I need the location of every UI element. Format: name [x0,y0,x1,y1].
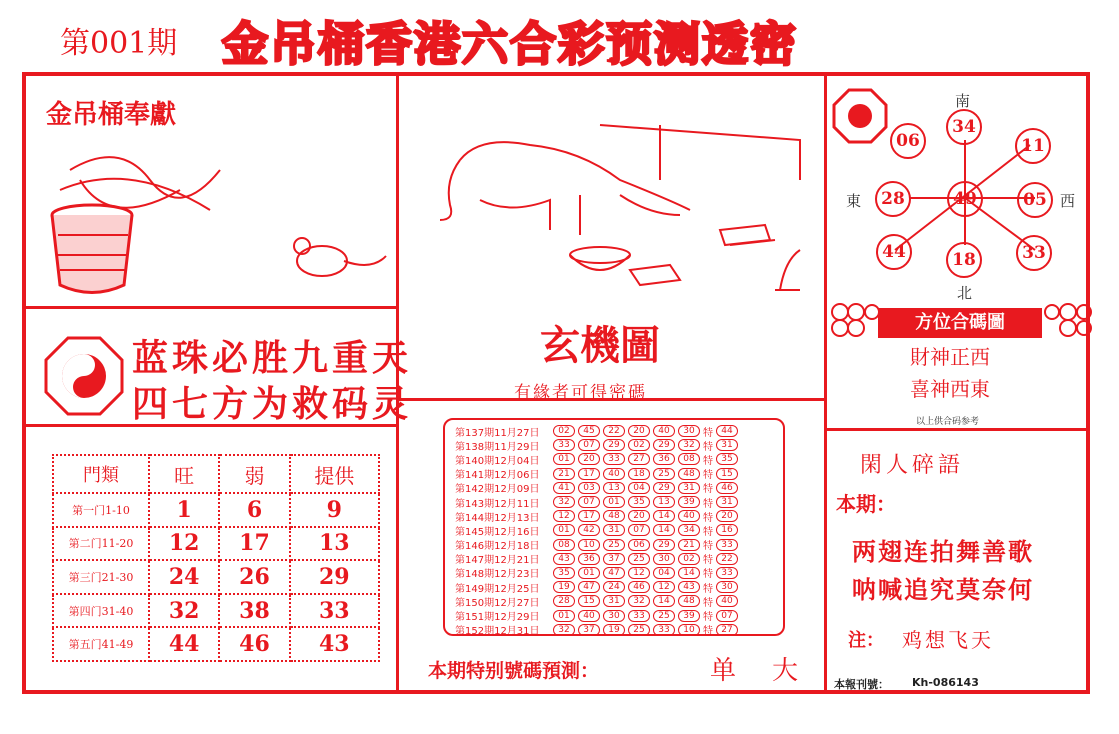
history-ball: 39 [678,496,700,508]
table-header-wang: 旺 [149,455,219,493]
door-label: 第五门41-49 [53,627,149,661]
table-row [53,527,379,561]
history-date-label: 第137期11月27日 [455,427,540,439]
compass-number: 11 [1015,128,1051,164]
history-ball: 20 [578,453,600,465]
history-special-ball: 22 [716,553,738,565]
registration-number: Kh-086143 [912,676,979,689]
history-ball: 31 [603,524,625,536]
history-special-ball: 07 [716,610,738,622]
history-ball: 02 [628,439,650,451]
wang-value: 24 [149,560,219,594]
history-row [455,623,777,637]
history-special-ball: 33 [716,567,738,579]
direction-south: 南 [955,92,971,110]
history-ball: 17 [578,468,600,480]
note-label: 注： [848,630,884,651]
history-ball: 21 [678,539,700,551]
history-special-ball: 31 [716,496,738,508]
history-ball: 22 [603,425,625,437]
history-ball: 34 [678,524,700,536]
history-date-label: 第146期12月18日 [455,541,540,553]
history-date-label: 第140期12月04日 [455,455,540,467]
history-row [455,467,777,481]
prediction-value-2: 大 [772,656,799,686]
history-ball: 29 [653,482,675,494]
history-ball: 02 [553,425,575,437]
compass-number: 44 [876,234,912,270]
history-ball: 13 [653,496,675,508]
history-ball: 32 [553,624,575,636]
table-row [53,594,379,628]
history-ball: 33 [653,624,675,636]
history-ball: 14 [653,510,675,522]
history-date-label: 第150期12月27日 [455,597,540,609]
history-ball: 20 [628,425,650,437]
history-date-label: 第144期12月13日 [455,512,540,524]
history-ball: 25 [628,553,650,565]
history-date-label: 第138期11月29日 [455,441,540,453]
history-ball: 45 [578,425,600,437]
wang-value: 1 [149,493,219,527]
history-row [455,608,777,622]
history-date-label: 第142期12月09日 [455,484,540,496]
history-ball: 33 [628,610,650,622]
history-special-ball: 33 [716,539,738,551]
special-marker: 特 [703,541,713,553]
elephant-illustration [420,120,820,310]
history-ball: 21 [553,468,575,480]
history-date-label: 第152期12月31日 [455,626,540,638]
joy-god: 喜神西東 [910,377,990,401]
bucket-illustration [40,150,240,300]
history-ball: 32 [678,439,700,451]
history-ball: 27 [628,453,650,465]
history-ball: 07 [628,524,650,536]
history-ball: 47 [578,581,600,593]
rat-illustration [282,226,392,286]
history-special-ball: 46 [716,482,738,494]
door-label: 第二门11-20 [53,527,149,561]
tigong-value: 43 [290,627,379,661]
compass-title: 方位合碼圖 [878,308,1042,338]
prediction-value-1: 单 [710,656,737,686]
decor-circles-left [830,302,880,338]
history-ball: 25 [653,610,675,622]
history-ball: 46 [628,581,650,593]
direction-east: 東 [846,192,862,210]
history-ball: 01 [553,453,575,465]
history-ball: 25 [603,539,625,551]
history-ball: 29 [653,539,675,551]
poem-line-2: 四七方为救码灵 [132,383,413,425]
special-marker: 特 [703,555,713,567]
issue-number: 第001期 [60,26,178,61]
history-special-ball: 40 [716,595,738,607]
ruo-value: 6 [219,493,289,527]
history-ball: 17 [578,510,600,522]
history-ball: 02 [678,553,700,565]
history-ball: 08 [553,539,575,551]
history-ball: 25 [628,624,650,636]
history-special-ball: 27 [716,624,738,636]
dedication-label: 金吊桶奉獻 [46,100,177,130]
history-ball: 48 [678,595,700,607]
compass-number: 05 [1017,182,1053,218]
divider-left-1 [24,306,396,309]
table-row [53,627,379,661]
history-ball: 43 [678,581,700,593]
history-ball: 47 [603,567,625,579]
registration-label: 本報刊號： [834,678,889,691]
compass-number: 28 [875,181,911,217]
history-rows [455,424,777,637]
history-ball: 48 [678,468,700,480]
history-ball: 33 [603,453,625,465]
history-ball: 40 [678,510,700,522]
words-line-1: 两翅连拍舞善歌 [852,537,1034,566]
special-marker: 特 [703,484,713,496]
history-ball: 10 [578,539,600,551]
history-ball: 30 [678,425,700,437]
history-special-ball: 35 [716,453,738,465]
history-special-ball: 20 [716,510,738,522]
table-header-ruo: 弱 [219,455,289,493]
wang-value: 32 [149,594,219,628]
compass-note: 以上供合码参考 [916,417,980,427]
history-ball: 25 [653,468,675,480]
history-ball: 33 [553,439,575,451]
history-ball: 41 [553,482,575,494]
history-ball: 06 [628,539,650,551]
words-line-2: 呐喊追究莫奈何 [852,575,1034,604]
words-note: 鸡想飞天 [902,628,994,652]
table-row [53,493,379,527]
history-ball: 01 [578,567,600,579]
history-ball: 36 [653,453,675,465]
history-date-label: 第141期12月06日 [455,470,540,482]
special-marker: 特 [703,612,713,624]
history-ball: 37 [578,624,600,636]
history-ball: 08 [678,453,700,465]
ruo-value: 46 [219,627,289,661]
history-special-ball: 15 [716,468,738,480]
history-row [455,523,777,537]
ruo-value: 26 [219,560,289,594]
table-header-tigong: 提供 [290,455,379,493]
history-ball: 28 [553,595,575,607]
table-header-door: 門類 [53,455,149,493]
direction-north: 北 [957,284,973,302]
history-ball: 29 [603,439,625,451]
history-row [455,481,777,495]
history-ball: 15 [578,595,600,607]
wealth-god: 財神正西 [910,345,990,369]
mystery-title: 玄機圖 [540,322,660,369]
special-marker: 特 [703,569,713,581]
divider-right-1 [826,428,1090,431]
history-date-label: 第151期12月29日 [455,612,540,624]
history-date-label: 第147期12月21日 [455,555,540,567]
history-ball: 19 [553,581,575,593]
history-special-ball: 44 [716,425,738,437]
history-ball: 30 [653,553,675,565]
history-ball: 48 [603,510,625,522]
compass-number: 18 [946,242,982,278]
history-ball: 14 [653,524,675,536]
wang-value: 12 [149,527,219,561]
special-marker: 特 [703,626,713,638]
history-ball: 04 [653,567,675,579]
words-title: 閑人碎語 [860,453,965,478]
history-row [455,495,777,509]
door-label: 第四门31-40 [53,594,149,628]
history-ball: 01 [553,610,575,622]
history-ball: 07 [578,496,600,508]
history-ball: 31 [603,595,625,607]
history-ball: 01 [553,524,575,536]
history-ball: 12 [628,567,650,579]
history-ball: 42 [578,524,600,536]
history-ball: 07 [578,439,600,451]
history-ball: 40 [603,468,625,480]
history-ball: 32 [553,496,575,508]
history-date-label: 第143期12月11日 [455,498,540,510]
special-marker: 特 [703,441,713,453]
history-row [455,509,777,523]
history-ball: 39 [678,610,700,622]
history-ball: 10 [678,624,700,636]
history-row [455,438,777,452]
history-date-label: 第149期12月25日 [455,583,540,595]
this-issue-label: 本期： [836,492,896,516]
history-ball: 36 [578,553,600,565]
decor-circles-right [1042,302,1092,338]
prediction-label: 本期特别號碼預測： [428,660,600,682]
special-marker: 特 [703,583,713,595]
history-ball: 30 [603,610,625,622]
door-label: 第三门21-30 [53,560,149,594]
poem-line-1: 蓝珠必胜九重天 [132,337,413,379]
special-marker: 特 [703,470,713,482]
history-ball: 31 [678,482,700,494]
history-ball: 43 [553,553,575,565]
tigong-value: 29 [290,560,379,594]
history-list [443,418,785,636]
special-marker: 特 [703,455,713,467]
history-ball: 12 [653,581,675,593]
history-ball: 29 [653,439,675,451]
history-row [455,594,777,608]
divider-right [824,74,827,692]
history-row [455,552,777,566]
history-ball: 04 [628,482,650,494]
history-ball: 20 [628,510,650,522]
history-ball: 40 [653,425,675,437]
table-header-row [53,455,379,493]
tigong-value: 33 [290,594,379,628]
history-date-label: 第148期12月23日 [455,569,540,581]
special-marker: 特 [703,526,713,538]
history-row [455,424,777,438]
history-row [455,452,777,466]
tigong-value: 9 [290,493,379,527]
history-ball: 24 [603,581,625,593]
history-ball: 12 [553,510,575,522]
mystery-subtitle: 有緣者可得密碼 [514,383,647,403]
history-special-ball: 16 [716,524,738,536]
doors-table [52,454,380,662]
special-marker: 特 [703,498,713,510]
history-ball: 13 [603,482,625,494]
compass-number: 34 [946,109,982,145]
history-ball: 03 [578,482,600,494]
door-label: 第一门1-10 [53,493,149,527]
history-ball: 32 [628,595,650,607]
page-title: 金吊桶香港六合彩预测透密 [222,17,798,71]
history-row [455,580,777,594]
history-row [455,538,777,552]
history-ball: 40 [578,610,600,622]
compass-number: 33 [1016,235,1052,271]
history-ball: 01 [603,496,625,508]
history-ball: 14 [653,595,675,607]
history-ball: 14 [678,567,700,579]
compass-number: 49 [947,181,983,217]
tigong-value: 13 [290,527,379,561]
history-ball: 19 [603,624,625,636]
direction-west: 西 [1060,192,1076,210]
history-date-label: 第145期12月16日 [455,526,540,538]
compass-number: 06 [890,123,926,159]
history-ball: 18 [628,468,650,480]
special-marker: 特 [703,512,713,524]
history-ball: 37 [603,553,625,565]
special-marker: 特 [703,597,713,609]
history-row [455,566,777,580]
yinyang-icon [44,336,124,416]
ruo-value: 17 [219,527,289,561]
ruo-value: 38 [219,594,289,628]
wang-value: 44 [149,627,219,661]
history-special-ball: 30 [716,581,738,593]
history-special-ball: 31 [716,439,738,451]
history-ball: 35 [553,567,575,579]
table-row [53,560,379,594]
special-marker: 特 [703,427,713,439]
history-ball: 35 [628,496,650,508]
